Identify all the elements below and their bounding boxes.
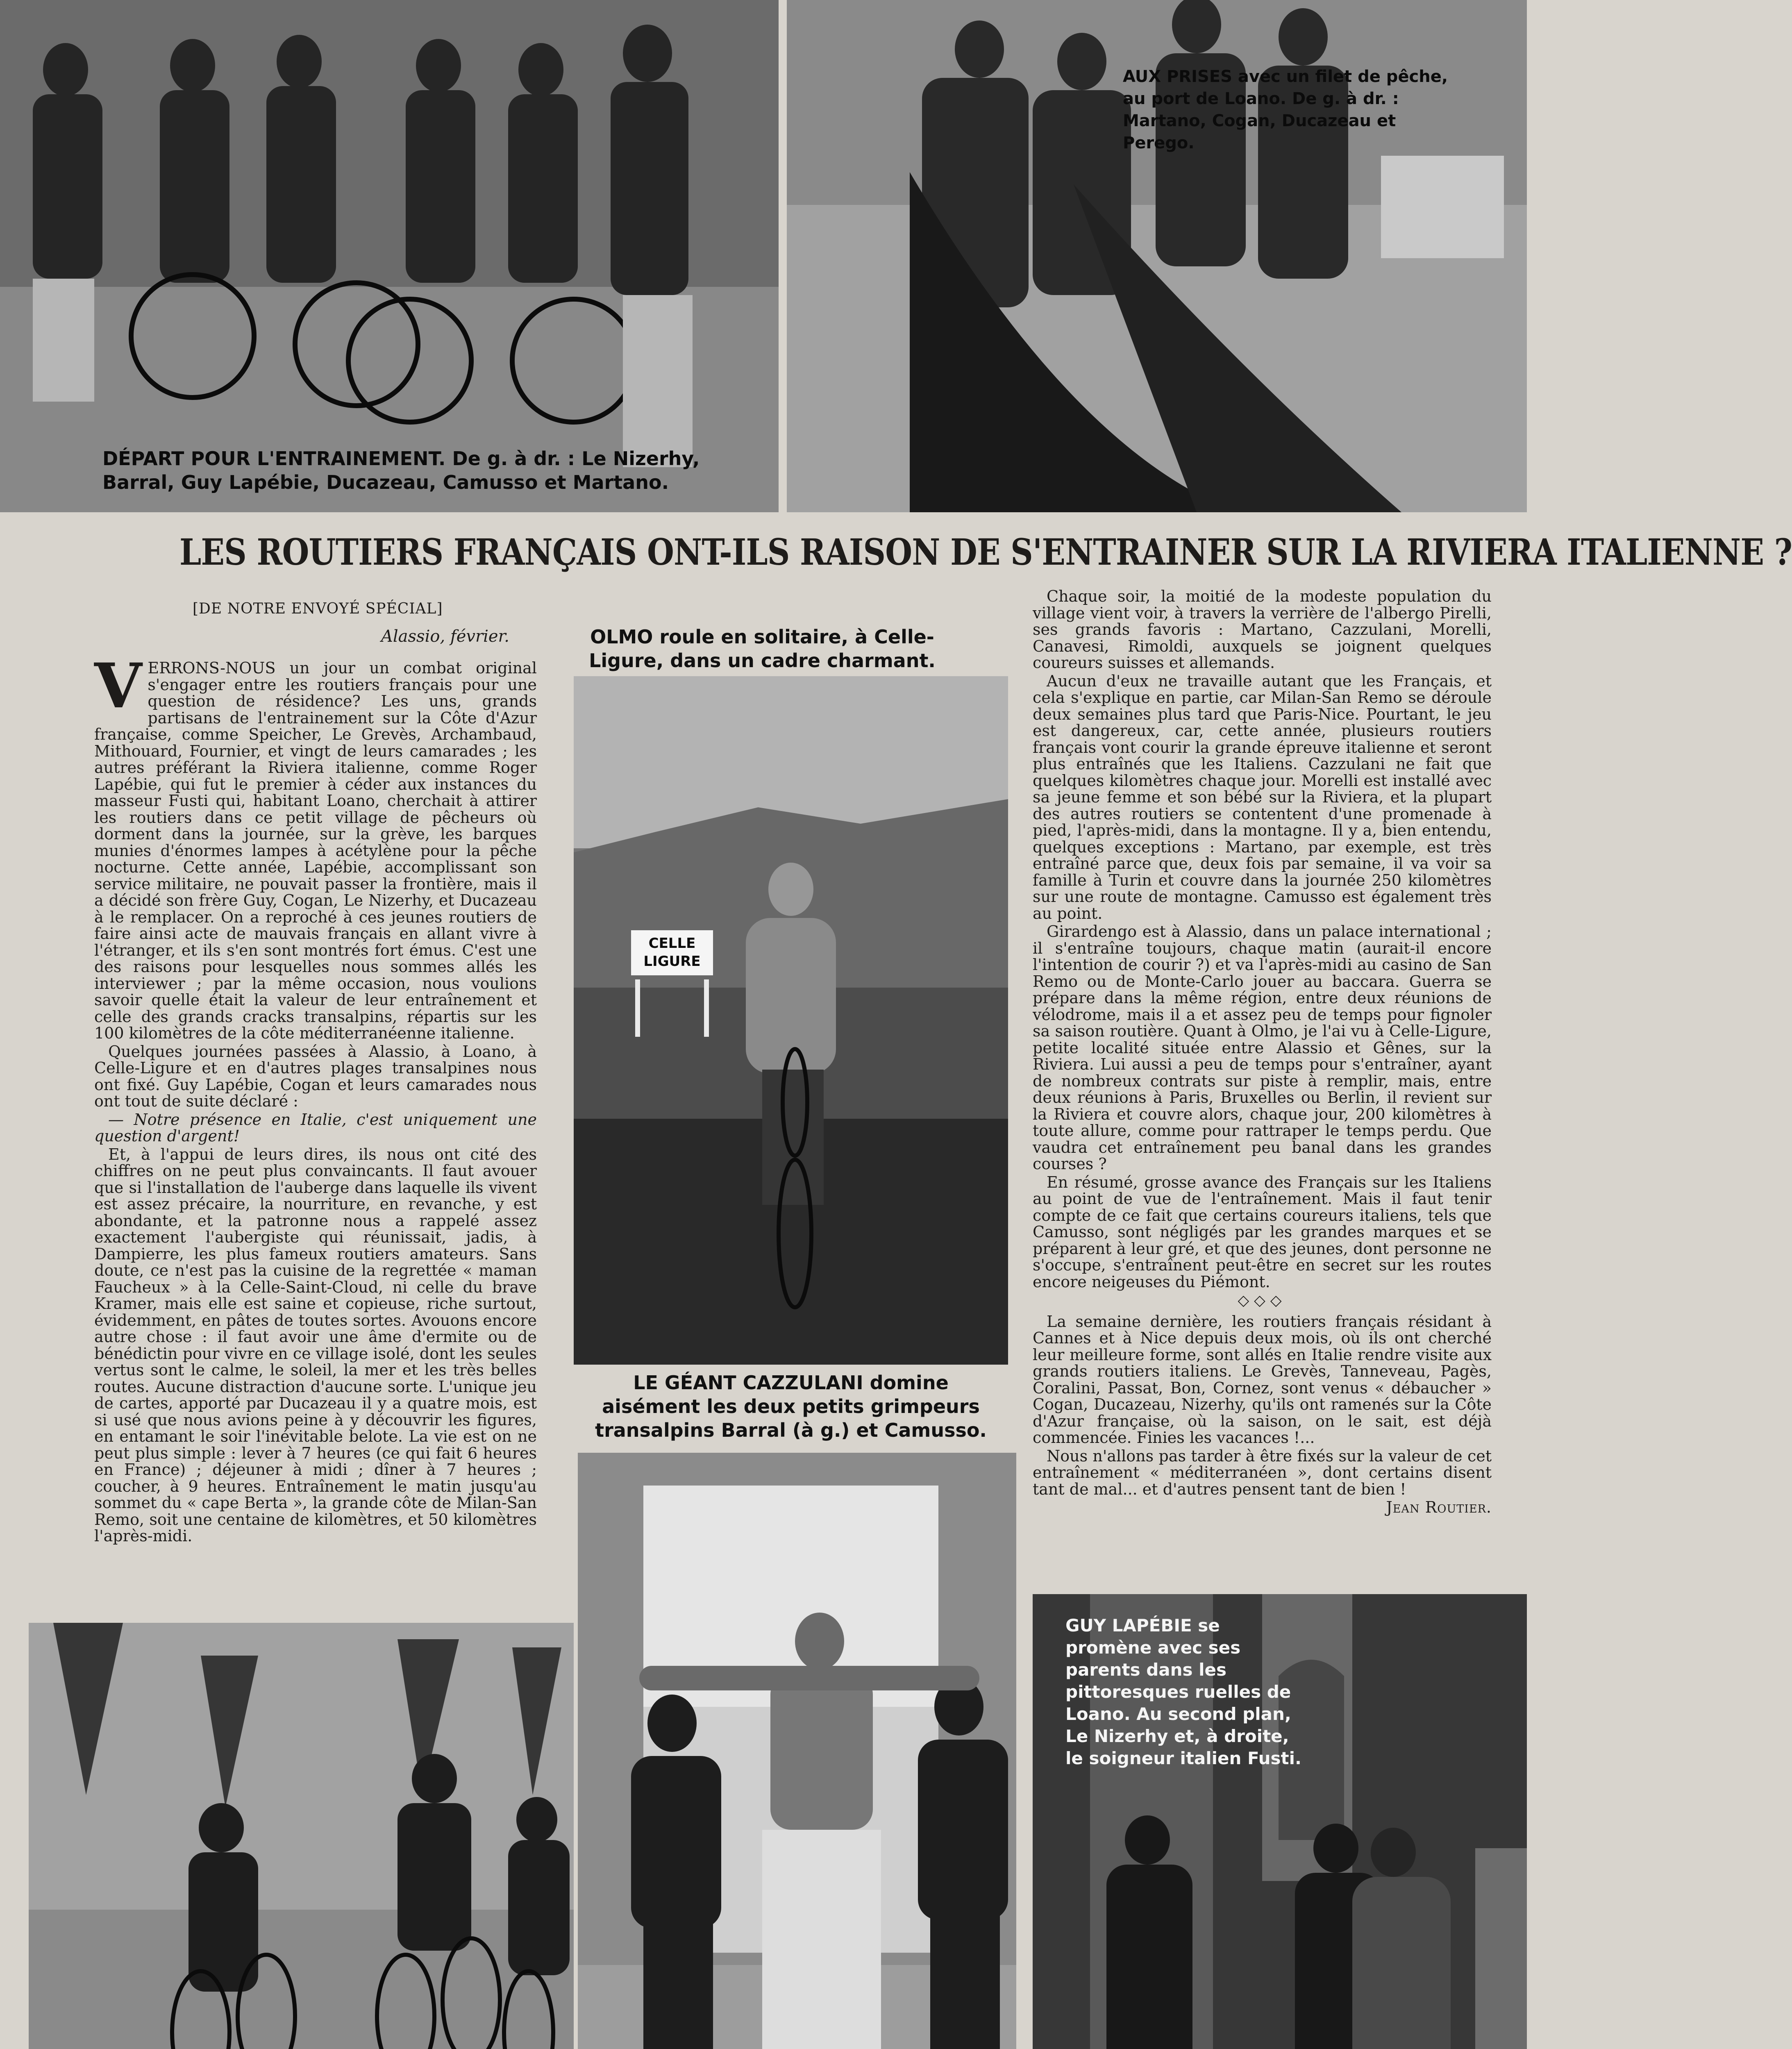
photo-greves-cornez-coralini bbox=[29, 1623, 574, 2049]
paragraph: Aucun d'eux ne travaille autant que les Français, et cela s'explique en partie, car Milan-San Remo se déroule deux semaines plus tard que Paris-Nice. Pourtant, le jeu est dangereux, car, cette année, plusieurs routiers français vont courir la grande épreuve italienne et seront plus entraînés que les Italiens. Cazzulani ne fait que quelques kilomètres chaque jour. Morelli est installé avec sa jeune femme et son bébé sur la Riviera, et la plupart des autres routiers se contentent d'une promenade à pied, l'après-midi, dans la montagne. Il y a, bien entendu, quelques exceptions : Martano, par exemple, est très entraîné parce que, deux fois par semaine, il va voir sa famille à Turin et couvre dans la journée 250 kilomètres sur une route de montagne. Camusso est également très au point. bbox=[1033, 672, 1492, 922]
article-column-right bbox=[1033, 588, 1492, 1516]
photo-olmo bbox=[574, 676, 1008, 1365]
three-cyclists-illustration bbox=[29, 1623, 574, 2049]
photo-lapebie-loano bbox=[1033, 1594, 1527, 2049]
paragraph: Quelques journées passées à Alassio, à Loano, à Celle-Ligure et en d'autres plages transalpines nous ont fixé. Guy Lapébie, Cogan et leurs camarades nous ont tout de suite déclaré : bbox=[94, 1042, 537, 1110]
photo-caption: DÉPART POUR L'ENTRAINEMENT. De g. à dr. : Le Nizerhy, Barral, Guy Lapébie, Ducazeau, Camusso et Martano. bbox=[102, 448, 700, 493]
olmo-caption: OLMO roule en solitaire, à Celle-Ligure, dans un cadre charmant. bbox=[589, 626, 936, 672]
section-separator: ◇◇◇ bbox=[1238, 1292, 1287, 1309]
photo-cazzulani bbox=[578, 1453, 1016, 2049]
cyclist-illustration bbox=[574, 676, 1008, 1365]
article-column-left bbox=[94, 650, 537, 1546]
dateline: Alassio, février. bbox=[381, 627, 509, 646]
photo-caption: AUX PRISES avec un filet de pêche, au port de Loano. De g. à dr. : Martano, Cogan, Ducazeau et Perego. bbox=[1123, 67, 1448, 152]
cazzulani-caption: LE GÉANT CAZZULANI domine aisément les deux petits grimpeurs transalpins Barral (à g.) et Camusso. bbox=[595, 1372, 987, 1441]
article-headline: LES ROUTIERS FRANÇAIS ONT-ILS RAISON DE S'ENTRAINER SUR LA RIVIERA ITALIENNE ? bbox=[179, 531, 1792, 573]
paragraph: Nous n'allons pas tarder à être fixés sur la valeur de cet entraînement « méditerranéen », dont certains disent tant de mal... et d'autres pensent tant de bien ! bbox=[1033, 1447, 1492, 1498]
paragraph: Girardengo est à Alassio, dans un palace international ; il s'entraîne toujours, chaque matin (aurait-il encore l'intention de courir ?) et va l'après-midi au casino de San Remo ou de Monte-Carlo jouer au baccara. Guerra se prépare dans la même région, entre deux réunions de vélodrome, mais il a et assez peu de temps pour fignoler sa saison routière. Quant à Olmo, je l'ai vu à Celle-Ligure, petite localité située entre Alassio et Gênes, sur la Riviera. Lui aussi a peu de temps pour s'entraîner, ayant de nombreux contrats sur piste à remplir, mais, entre deux réunions à Paris, Bruxelles ou Berlin, il revient sur la Riviera et couvre alors, chaque jour, 200 kilomètres à toute allure, comme pour rattraper le temps perdu. Que vaudra cet entraînement peu banal dans les grandes courses ? bbox=[1033, 922, 1492, 1173]
envoye-special-tag: [DE NOTRE ENVOYÉ SPÉCIAL] bbox=[193, 600, 443, 617]
paragraph: ERRONS-NOUS un jour un combat original s'engager entre les routiers français pour une question de résidence? Les uns, grands partisans de l'entrainement sur la Côte d'Azur française, comme Speicher, Le Grevès, Archambaud, Mithouard, Fournier, et vingt de leurs camarades ; les autres préférant la Riviera italienne, comme Roger Lapébie, qui fut le premier à céder aux instances du masseur Fusti qui, habitant Loano, cherchait à attirer les routiers dans ce petit village de pêcheurs où dorment dans la journée, sur la grève, les barques munies d'énormes lampes à acétylène pour la pêche nocturne. Cette année, Lapébie, accomplissant son service militaire, ne pouvait passer la frontière, mais il a décidé son frère Guy, Cogan, Le Nizerhy, et Ducazeau à le remplacer. On a reproché à ces jeunes routiers de faire ainsi acte de mauvais français en allant vivre à l'étranger, et ils s'en sont montrés fort émus. C'est une des raisons pour lesquelles nous sommes allés les interviewer ; par la même occasion, nous voulions savoir quelle était la valeur de leur entraînement et celle des grands cracks transalpins, répartis sur les 100 kilomètres de la côte méditerranéenne italienne. bbox=[94, 659, 537, 1042]
riders-group-illustration bbox=[0, 0, 779, 512]
paragraph: Chaque soir, la moitié de la modeste population du village vient voir, à travers la verrière de l'albergo Pirelli, ses grands favoris : Martano, Cazzulani, Morelli, Canavesi, Rimoldi, auxquels se joignent quelques coureurs suisses et allemands. bbox=[1033, 587, 1492, 672]
photo-top-right bbox=[787, 0, 1527, 512]
paragraph: Et, à l'appui de leurs dires, ils nous ont cité des chiffres on ne peut plus convaincants. Il faut avouer que si l'installation de l'auberge dans laquelle ils vivent est assez précaire, la nourriture, en revanche, y est abondante, et la patronne nous a rappelé assez exactement l'aubergiste qui réunissait, jadis, à Dampierre, les plus fameux routiers amateurs. Sans doute, ce n'est pas la cuisine de la regrettée « maman Faucheux » à la Celle-Saint-Cloud, ni celle du brave Kramer, mais elle est saine et copieuse, riche surtout, évidemment, en pâtes de toutes sortes. Avouons encore autre chose : il faut avoir une âme d'ermite ou de bénédictin pour vivre en ce village isolé, dont les seules vertus sont le calme, le soleil, la mer et les très belles routes. Aucune distraction d'aucune sorte. L'unique jeu de cartes, apporté par Ducazeau il y a quatre mois, est si usé que nous avions peine à y découvrir les figures, en entamant le soir l'inévitable belote. La vie est on ne peut plus simple : lever à 7 heures (ce qui fait 6 heures en France) ; déjeuner à midi ; dîner à 7 heures ; coucher, à 9 heures. Entraînement le matin jusqu'au sommet du « cape Berta », la grande côte de Milan-San Remo, soit une centaine de kilomètres, et 50 kilomètres l'après-midi. bbox=[94, 1145, 537, 1545]
paragraph: En résumé, grosse avance des Français sur les Italiens au point de vue de l'entraînement. Mais il faut tenir compte de ce fait que certains coureurs italiens, tels que Camusso, sont négligés par les grandes marques et se préparent à leur gré, et que des jeunes, dont personne ne s'occupe, s'entraînent peut-être en secret sur les routes encore neigeuses du Piémont. bbox=[1033, 1173, 1492, 1291]
paragraph-quote: — Notre présence en Italie, c'est uniquement une question d'argent! bbox=[94, 1110, 537, 1145]
photo-caption: GUY LAPÉBIE se promène avec ses parents dans les pittoresques ruelles de Loano. Au second plan, Le Nizerhy et, à droite, le soigneur italien Fusti. bbox=[1065, 1615, 1301, 1768]
three-riders-illustration bbox=[578, 1453, 1016, 2049]
paragraph: La semaine dernière, les routiers français résidant à Cannes et à Nice depuis deux mois, où ils ont cherché leur meilleure forme, sont allés en Italie rendre visite aux grands routiers italiens. Le Grevès, Tanneveau, Pagès, Coralini, Passat, Bon, Cornez, sont venus « débaucher » Cogan, Ducazeau, Nizerhy, qu'ils ont ramenés sur la Côte d'Azur française, où la saison, on le sait, est déjà commencée. Finies les vacances !... bbox=[1033, 1312, 1492, 1447]
drop-cap: V bbox=[94, 650, 142, 722]
author-signature: Jean Routier. bbox=[1386, 1498, 1492, 1516]
photo-top-left bbox=[0, 0, 779, 512]
celle-ligure-sign: CELLE LIGURE bbox=[643, 935, 701, 970]
